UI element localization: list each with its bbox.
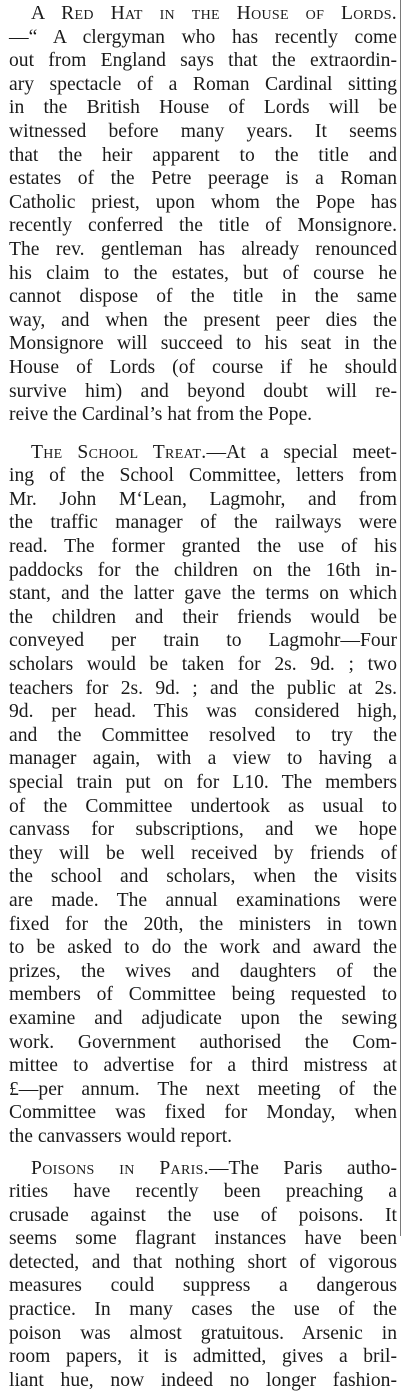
article-line: read. The former granted the use of his (9, 535, 397, 559)
article-line: —The Paris autho- (209, 1158, 397, 1179)
article-line: members of Committee being requested to (9, 983, 397, 1007)
article-line: and the Committee resolved to try the (9, 724, 397, 748)
article-line: his claim to the estates, but of course he (9, 262, 397, 286)
article-line: measures could suppress a dangerous (9, 1274, 397, 1298)
article-line: of the Committee undertook as usual to (9, 795, 397, 819)
article-line: the children and their friends would be (9, 606, 397, 630)
column-rule (400, 0, 401, 1236)
article-line: ary spectacle of a Roman Cardinal sitting (9, 73, 397, 97)
article-line: are made. The annual examinations were (9, 889, 397, 913)
article-line: practice. In many cases the use of the (9, 1298, 397, 1322)
article-line: teachers for 2s. 9d. ; and the public at 2s. (9, 677, 397, 701)
article-line: work. Government authorised the Com- (9, 1031, 397, 1055)
article-line: the canvassers would report. (9, 1125, 397, 1149)
article-heading-line (9, 2, 397, 26)
article-heading-line (9, 441, 397, 465)
article-line: they will be well received by friends of (9, 842, 397, 866)
article-line: out from England says that the extraordin- (9, 49, 397, 73)
article-line: paddocks for the children on the 16th in- (9, 559, 397, 583)
article-line: in the British House of Lords will be (9, 96, 397, 120)
article-line: Monsignore will succeed to his seat in the (9, 332, 397, 356)
article-line: crusade against the use of poisons. It (9, 1204, 397, 1228)
article-line: The rev. gentleman has already renounced (9, 238, 397, 262)
article-line: special train put on for L10. The members (9, 771, 397, 795)
article-heading: Poisons in Paris. (31, 1158, 209, 1179)
article-line: 9d. per head. This was considered high, (9, 700, 397, 724)
article-line: to be asked to do the work and award the (9, 936, 397, 960)
article-school-treat (9, 441, 397, 1149)
article-line: liant hue, now indeed no longer fashion- (9, 1369, 397, 1392)
article-line: reive the Cardinal’s hat from the Pope. (9, 403, 397, 427)
article-line: Committee was fixed for Monday, when (9, 1101, 397, 1125)
article-line: conveyed per train to Lagmohr—Four (9, 629, 397, 653)
article-line: scholars would be taken for 2s. 9d. ; two (9, 653, 397, 677)
article-line: witnessed before many years. It seems (9, 120, 397, 144)
article-heading: A Red Hat in the House of Lords. (31, 3, 397, 24)
article-line: canvass for subscriptions, and we hope (9, 818, 397, 842)
article-line: cannot dispose of the title in the same (9, 285, 397, 309)
article-line: room papers, it is admitted, gives a bril- (9, 1345, 397, 1369)
article-line: —“ A clergyman who has recently come (9, 26, 397, 50)
article-line: ing of the School Committee, letters from (9, 464, 397, 488)
article-line: rities have recently been preaching a (9, 1180, 397, 1204)
article-line: survive him) and beyond doubt will re- (9, 380, 397, 404)
article-line: detected, and that nothing short of vigorous (9, 1251, 397, 1275)
article-line: examine and adjudicate upon the sewing (9, 1007, 397, 1031)
article-line: seems some flagrant instances have been (9, 1227, 397, 1251)
article-poisons-in-paris (9, 1157, 397, 1392)
article-red-hat (9, 0, 397, 427)
article-line: Catholic priest, upon whom the Pope has (9, 191, 397, 215)
article-line: the traffic manager of the railways were (9, 511, 397, 535)
article-line: that the heir apparent to the title and (9, 144, 397, 168)
article-line: mittee to advertise for a third mistress at (9, 1054, 397, 1078)
article-line: House of Lords (of course if he should (9, 356, 397, 380)
article-line: way, and when the present peer dies the (9, 309, 397, 333)
article-line: —At a special meet- (206, 442, 397, 463)
article-line: the school and scholars, when the visits (9, 865, 397, 889)
article-line: poison was almost gratuitous. Arsenic in (9, 1322, 397, 1346)
article-heading-line (9, 1157, 397, 1181)
article-heading: The School Treat. (31, 442, 206, 463)
article-line: prizes, the wives and daughters of the (9, 960, 397, 984)
newspaper-column (9, 0, 397, 1392)
article-line: Mr. John M‘Lean, Lagmohr, and from (9, 488, 397, 512)
article-line: manager again, with a view to having a (9, 747, 397, 771)
article-line: stant, and the latter gave the terms on which (9, 582, 397, 606)
article-line: recently conferred the title of Monsignore. (9, 214, 397, 238)
article-line: estates of the Petre peerage is a Roman (9, 167, 397, 191)
article-line: £—per annum. The next meeting of the (9, 1078, 397, 1102)
article-line: fixed for the 20th, the ministers in town (9, 913, 397, 937)
